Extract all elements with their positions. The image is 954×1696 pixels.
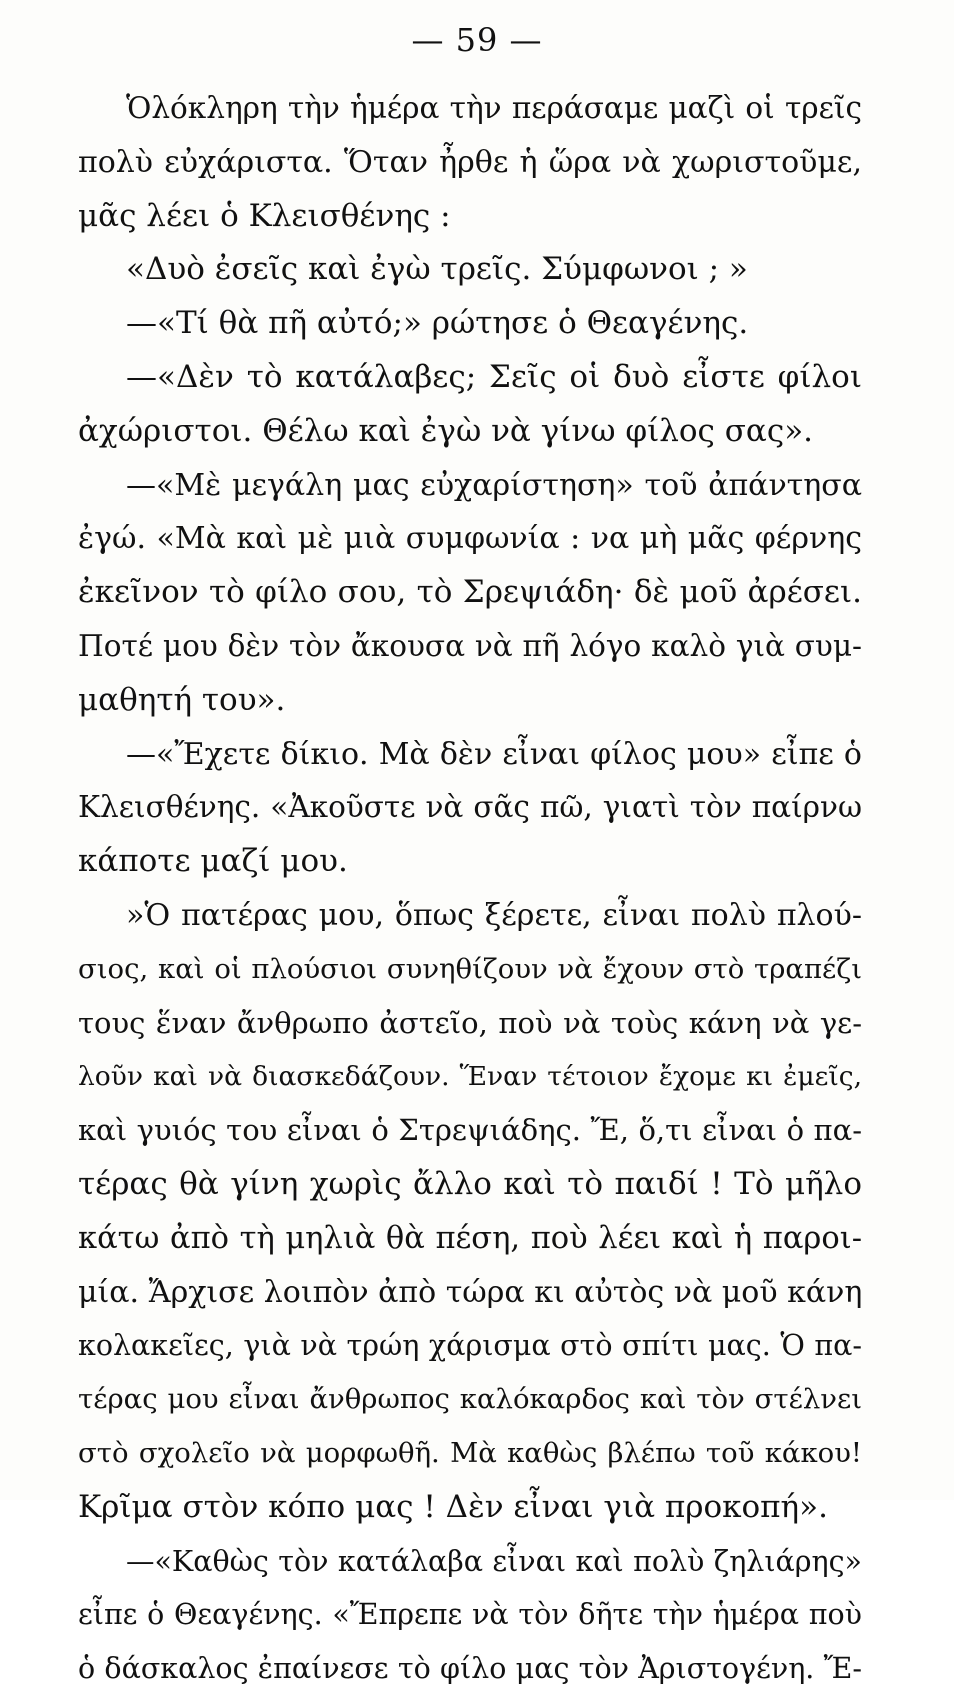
- text-line: Κλεισθένης. «Ἀκοῦστε νὰ σᾶς πῶ, γιατὶ τὸν παίρνω: [78, 790, 862, 825]
- text-line: ὁ δάσκαλος ἐπαίνεσε τὸ φίλο μας τὸν Ἀριστογένη. Ἔ-: [78, 1652, 862, 1686]
- text-line: σιος, καὶ οἱ πλούσιοι συνηθίζουν νὰ ἔχουν στὸ τραπέζι: [78, 952, 862, 985]
- text-line: ἀχώριστοι. Θέλω καὶ ἐγὼ νὰ γίνω φίλος σας».: [78, 412, 814, 449]
- text-line: τέρας μου εἶναι ἄνθρωπος καλόκαρδος καὶ τὸν στέλνει: [78, 1383, 862, 1416]
- text-line: —«Ἔχετε δίκιο. Μὰ δὲν εἶναι φίλος μου» εἶπε ὁ: [126, 736, 862, 772]
- text-line: τέρας θὰ γίνη χωρὶς ἄλλο καὶ τὸ παιδί ! Τὸ μῆλο: [78, 1165, 862, 1202]
- text-line: —«Τί θὰ πῆ αὐτό;» ρώτησε ὁ Θεαγένης.: [126, 305, 749, 342]
- page-number: — 59 —: [411, 21, 543, 59]
- text-line: ἐγώ. «Μὰ καὶ μὲ μιὰ συμφωνία : να μὴ μᾶς φέρνης: [78, 521, 862, 557]
- text-line: «Δυὸ ἐσεῖς καὶ ἐγὼ τρεῖς. Σύμφωνοι ; »: [126, 251, 748, 288]
- body-text: [78, 82, 862, 1696]
- text-line: ἐκεῖνον τὸ φίλο σου, τὸ Σρεψιάδη· δὲ μοῦ ἀρέσει.: [78, 574, 862, 611]
- text-line: τους ἕναν ἄνθρωπο ἀστεῖο, ποὺ νὰ τοὺς κάνη νὰ γε-: [78, 1005, 862, 1040]
- text-line: Ὁλόκληρη τὴν ἡμέρα τὴν περάσαμε μαζὶ οἱ τρεῖς: [126, 91, 862, 125]
- text-line: —«Μὲ μεγάλη μας εὐχαρίστηση» τοῦ ἀπάντησα: [126, 467, 862, 503]
- text-line: καὶ γυιός του εἶναι ὁ Στρεψιάδης. Ἔ, ὅ,τι εἶναι ὁ πα-: [78, 1113, 862, 1148]
- text-line: Κρῖμα στὸν κόπο μας ! Δὲν εἶναι γιὰ προκοπή».: [78, 1488, 828, 1525]
- text-line: κολακεῖες, γιὰ νὰ τρώη χάρισμα στὸ σπίτι μας. Ὁ πα-: [78, 1329, 862, 1363]
- text-line: στὸ σχολεῖο νὰ μορφωθῆ. Μὰ καθὼς βλέπω τοῦ κάκου!: [78, 1436, 862, 1469]
- text-line: κάποτε μαζί μου.: [78, 843, 348, 880]
- text-line: Ποτέ μου δὲν τὸν ἄκουσα νὰ πῆ λόγο καλὸ γιὰ συμ-: [78, 628, 862, 663]
- text-line: —«Καθὼς τὸν κατάλαβα εἶναι καὶ πολὺ ζηλιάρης»: [126, 1544, 862, 1578]
- text-line: κάτω ἀπὸ τὴ μηλιὰ θὰ πέση, ποὺ λέει καὶ ἡ παροι-: [78, 1220, 862, 1256]
- text-line: μία. Ἄρχισε λοιπὸν ἀπὸ τώρα κι αὐτὸς νὰ μοῦ κάνη: [78, 1274, 862, 1310]
- text-line: μαθητή του».: [78, 681, 286, 718]
- text-line: »Ὁ πατέρας μου, ὅπως ξέρετε, εἶναι πολὺ πλού-: [126, 897, 862, 933]
- text-line: μᾶς λέει ὁ Κλεισθένης :: [78, 197, 451, 234]
- text-line: λοῦν καὶ νὰ διασκεδάζουν. Ἕναν τέτοιον ἔχομε κι ἐμεῖς,: [78, 1061, 862, 1093]
- text-line: εἶπε ὁ Θεαγένης. «Ἔπρεπε νὰ τὸν δῆτε τὴν ἡμέρα ποὺ: [78, 1598, 862, 1632]
- text-line: πολὺ εὐχάριστα. Ὅταν ἦρθε ἡ ὥρα νὰ χωριστοῦμε,: [78, 144, 862, 180]
- text-line: —«Δὲν τὸ κατάλαβες; Σεῖς οἱ δυὸ εἶστε φίλοι: [126, 358, 862, 395]
